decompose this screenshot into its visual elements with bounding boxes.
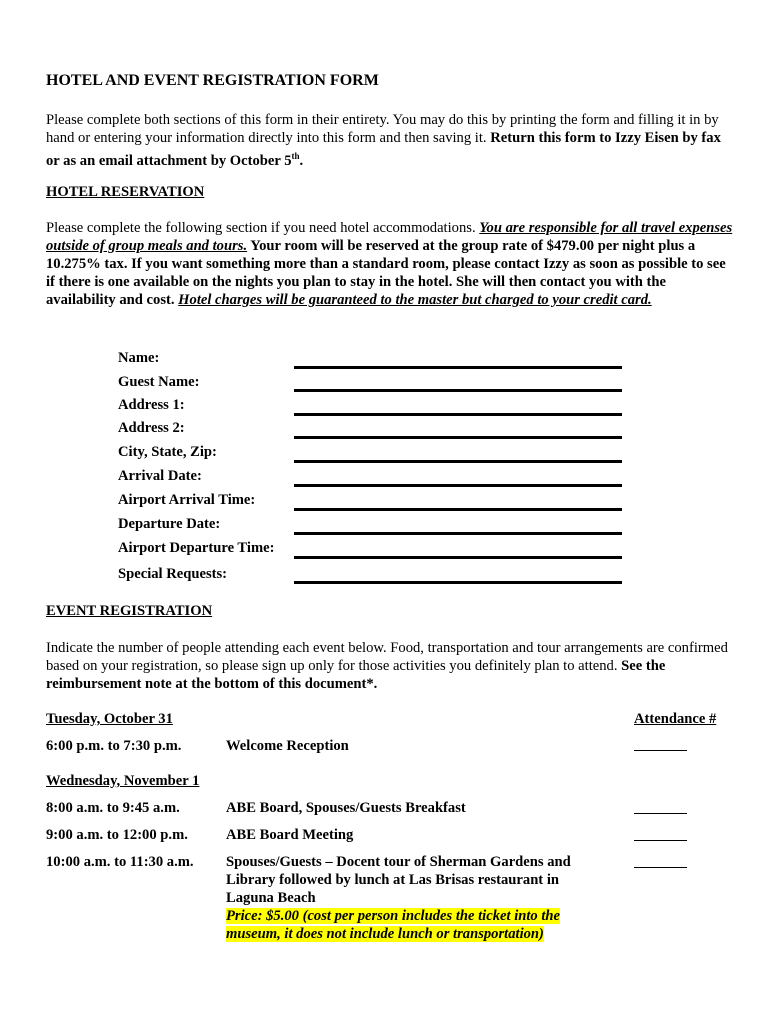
field-label-address-1: Address 1: xyxy=(118,397,185,413)
departure-date-input-line[interactable] xyxy=(294,532,622,535)
form-title: HOTEL AND EVENT REGISTRATION FORM xyxy=(46,72,379,89)
intro-superscript: th xyxy=(291,151,300,161)
name-input-line[interactable] xyxy=(294,366,622,369)
event-name-docent-tour: Spouses/Guests – Docent tour of Sherman Gardens and Library followed by lunch at Las Brisas restaurant in Laguna Beach xyxy=(226,854,571,906)
event-time-welcome-reception: 6:00 p.m. to 7:30 p.m. xyxy=(46,738,182,754)
address-1-input-line[interactable] xyxy=(294,413,622,416)
arrival-date-input-line[interactable] xyxy=(294,484,622,487)
field-label-departure-date: Departure Date: xyxy=(118,516,221,532)
airport-arrival-time-input-line[interactable] xyxy=(294,508,622,511)
reimbursement-note: See the reimbursement note at the bottom of this document*. xyxy=(46,658,666,692)
intro-period: . xyxy=(299,152,304,169)
intro-paragraph xyxy=(46,111,736,170)
event-name-welcome-reception: Welcome Reception xyxy=(226,738,349,754)
event-name-board-meeting: ABE Board Meeting xyxy=(226,827,354,843)
field-label-guest-name: Guest Name: xyxy=(118,374,200,390)
special-requests-input-line[interactable] xyxy=(294,581,622,584)
hotel-reservation-heading: HOTEL RESERVATION xyxy=(46,184,205,200)
intro-return-instructions: Return this form to Izzy Eisen by fax or as an email attachment by October 5 xyxy=(46,130,721,169)
event-time-docent-tour: 10:00 a.m. to 11:30 a.m. xyxy=(46,854,194,870)
field-label-address-2: Address 2: xyxy=(118,420,185,436)
field-label-airport-arrival-time: Airport Arrival Time: xyxy=(118,492,256,508)
attendance-blank-board-breakfast[interactable] xyxy=(634,813,687,814)
event-registration-heading: EVENT REGISTRATION xyxy=(46,603,213,619)
city-state-zip-input-line[interactable] xyxy=(294,460,622,463)
hotel-paragraph xyxy=(46,219,736,309)
day-heading-wednesday: Wednesday, November 1 xyxy=(46,773,200,789)
field-label-airport-departure-time: Airport Departure Time: xyxy=(118,540,275,556)
hotel-charges-notice: Hotel charges will be guaranteed to the master but charged to your credit card. xyxy=(178,292,652,308)
event-name-board-breakfast: ABE Board, Spouses/Guests Breakfast xyxy=(226,800,466,816)
event-time-board-breakfast: 8:00 a.m. to 9:45 a.m. xyxy=(46,800,180,816)
event-docent-tour xyxy=(226,853,596,943)
attendance-header: Attendance # xyxy=(634,711,717,727)
field-label-special-requests: Special Requests: xyxy=(118,566,228,582)
event-intro-text: Indicate the number of people attending each event below. Food, transportation and tour arrangements are confirmed based on your registration, so please sign up only for those activities you definitely plan to attend. xyxy=(46,640,728,674)
address-2-input-line[interactable] xyxy=(294,436,622,439)
guest-name-input-line[interactable] xyxy=(294,389,622,392)
field-label-name: Name: xyxy=(118,350,160,366)
day-heading-tuesday: Tuesday, October 31 xyxy=(46,711,173,727)
attendance-blank-docent-tour[interactable] xyxy=(634,867,687,868)
event-time-board-meeting: 9:00 a.m. to 12:00 p.m. xyxy=(46,827,188,843)
docent-tour-price: Price: $5.00 (cost per person includes the ticket into the museum, it does not include lunch or transportation) xyxy=(226,908,561,942)
attendance-blank-welcome-reception[interactable] xyxy=(634,750,687,751)
field-label-arrival-date: Arrival Date: xyxy=(118,468,202,484)
airport-departure-time-input-line[interactable] xyxy=(294,556,622,559)
intro-text: Please complete both sections of this form in their entirety. You may do this by printing the form and filling it in by hand or entering your information directly into this form and then saving it. xyxy=(46,112,719,146)
attendance-blank-board-meeting[interactable] xyxy=(634,840,687,841)
room-rate-text: Your room will be reserved at the group rate of $479.00 per night plus a 10.275% tax. If you want something more than a standard room, please contact Izzy as soon as possible to see if there is one available on the nights you plan to stay in the hotel. She will then contact you with the availability and cost. xyxy=(46,238,726,308)
field-label-city-state-zip: City, State, Zip: xyxy=(118,444,217,460)
event-paragraph xyxy=(46,639,736,693)
hotel-intro-text: Please complete the following section if you need hotel accommodations. xyxy=(46,220,480,236)
travel-expense-notice: You are responsible for all travel expenses outside of group meals and tours. xyxy=(46,220,733,254)
